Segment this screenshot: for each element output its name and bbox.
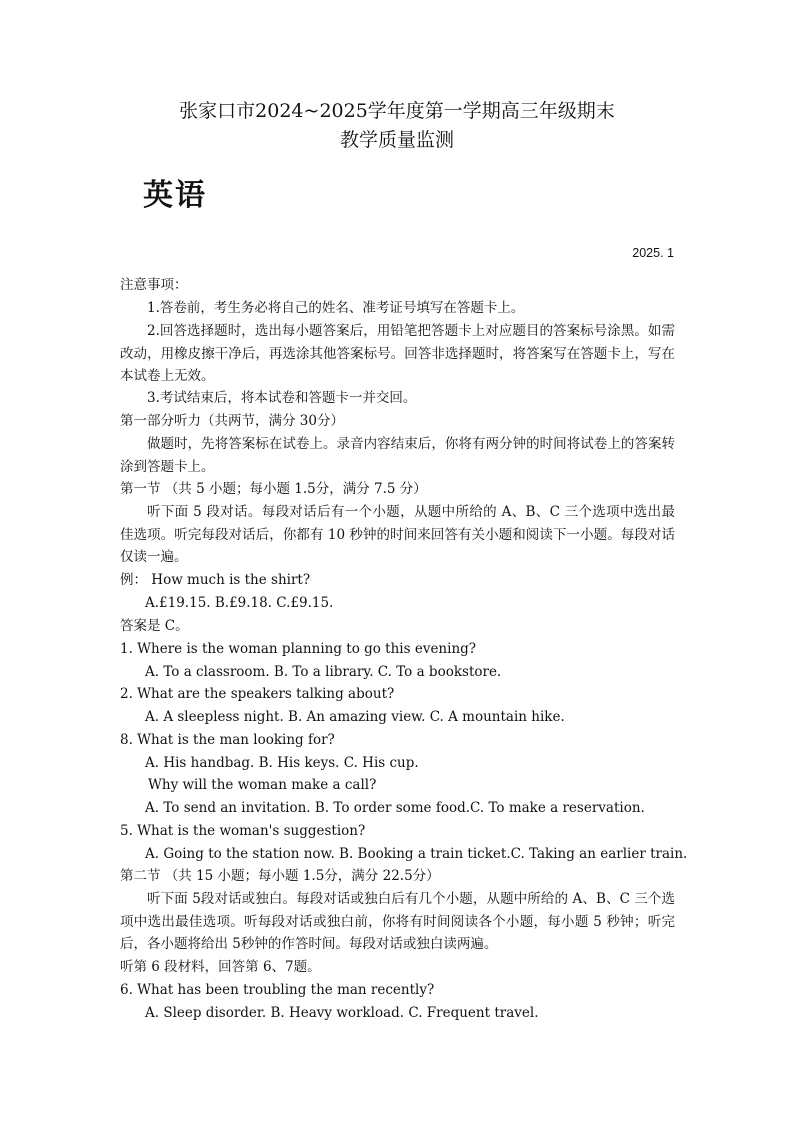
question-3: 8. What is the man looking for? xyxy=(120,732,335,748)
section1-heading: 第一节 （共 5 小题；每小题 1.5分，满分 7.5 分） xyxy=(120,481,427,497)
question-5-options: A. Going to the station now. B. Booking a train ticket.C. Taking an earlier train. xyxy=(145,846,688,862)
exam-title-line1: 张家口市2024~2025学年度第一学期高三年级期末 xyxy=(179,100,615,122)
section2-heading: 第二节 （共 15 小题；每小题 1.5分，满分 22.5分） xyxy=(120,868,440,884)
question-1: 1. Where is the woman planning to go this evening? xyxy=(120,641,477,657)
section1-intro: 听下面 5 段对话。每段对话后有一个小题，从题中所给的 A、B、C 三个选项中选出最佳选项。听完每段对话后，你都有 10 秒钟的时间来回答有关小题和阅读下一小题。每段对话仅读一遍。 xyxy=(120,504,675,566)
exam-date: 2025. 1 xyxy=(632,246,674,260)
material-6-note: 听第 6 段材料，回答第 6、7题。 xyxy=(120,959,321,975)
subject-title: 英语 xyxy=(143,178,207,213)
notice-heading: 注意事项： xyxy=(120,277,188,293)
question-1-options: A. To a classroom. B. To a library. C. To a bookstore. xyxy=(145,664,502,680)
example-answer: 答案是 C。 xyxy=(120,618,189,634)
notice-item-3: 3.考试结束后，将本试卷和答题卡一并交回。 xyxy=(147,390,417,406)
question-3-options: A. His handbag. B. His keys. C. His cup. xyxy=(145,755,419,771)
question-6: 6. What has been troubling the man recently? xyxy=(120,982,435,998)
part1-intro: 做题时，先将答案标在试卷上。录音内容结束后，你将有两分钟的时间将试卷上的答案转涂到答题卡上。 xyxy=(120,436,675,475)
question-4: Why will the woman make a call? xyxy=(148,777,377,793)
example-question: 例： How much is the shirt? xyxy=(120,572,311,588)
question-6-options: A. Sleep disorder. B. Heavy workload. C. Frequent travel. xyxy=(145,1005,539,1021)
notice-item-1: 1.答卷前，考生务必将自己的姓名、准考证号填写在答题卡上。 xyxy=(147,300,525,316)
part1-heading: 第一部分听力（共两节，满分 30分） xyxy=(120,413,344,429)
notice-item-2: 2.回答选择题时，选出每小题答案后，用铅笔把答题卡上对应题目的答案标号涂黑。如需改动，用橡皮擦干净后，再选涂其他答案标号。回答非选择题时，将答案写在答题卡上，写在本试卷上无效。 xyxy=(120,323,675,385)
example-options: A.£19.15. B.£9.18. C.£9.15. xyxy=(145,595,334,611)
section2-intro: 听下面 5段对话或独白。每段对话或独白后有几个小题，从题中所给的 A、B、C 三个选项中选出最佳选项。听每段对话或独白前，你将有时间阅读各个小题，每小题 5 秒钟；听完后，各小题将给出 5秒钟的作答时间。每段对话或独白读两遍。 xyxy=(120,891,675,953)
exam-title-line2: 教学质量监测 xyxy=(339,129,454,151)
question-2: 2. What are the speakers talking about? xyxy=(120,686,395,702)
question-4-options: A. To send an invitation. B. To order some food.C. To make a reservation. xyxy=(145,800,645,816)
question-5: 5. What is the woman's suggestion? xyxy=(120,823,366,839)
question-2-options: A. A sleepless night. B. An amazing view. C. A mountain hike. xyxy=(145,709,565,725)
